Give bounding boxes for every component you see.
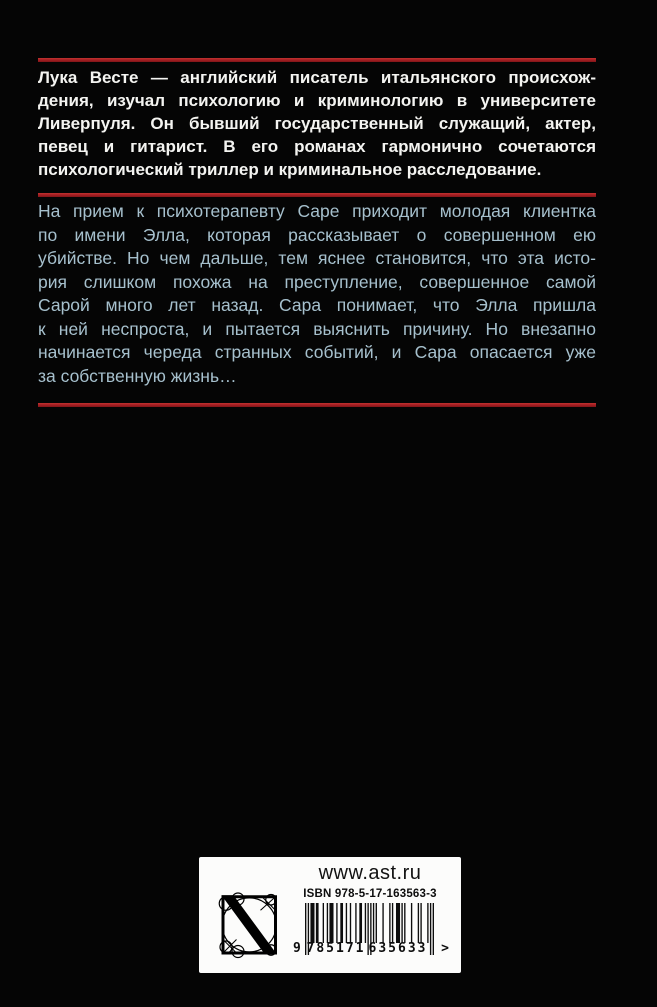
text-line: убийстве. Но чем дальше, тем яснее становится, что эта исто- — [38, 248, 596, 268]
isbn-text: ISBN 978-5-17-163563-3 — [303, 888, 437, 900]
text-line: Лука Весте — английский писатель итальянского происхож- — [38, 68, 596, 87]
publisher-url: www.ast.ru — [318, 862, 422, 884]
barcode-digits-right: 635633 — [368, 941, 428, 956]
text-line: рия слишком похожа на преступление, совершенное самой — [38, 271, 596, 292]
text-line: по имени Элла, которая рассказывает о совершенном ею — [38, 224, 596, 245]
text-line: Сарой много лет назад. Сара понимает, что Элла пришла — [38, 295, 596, 315]
red-divider-bottom — [38, 403, 596, 407]
barcode — [293, 903, 449, 963]
text-line: дения, изучал психологию и криминологию в университете — [38, 91, 596, 110]
text-line: психологический триллер и криминальное расследование. — [38, 160, 542, 179]
barcode-digits — [293, 941, 449, 957]
text-line: за собственную жизнь… — [38, 365, 237, 386]
text-line: начинается череда странных событий, и Сара опасается уже — [38, 342, 596, 362]
annotation-paragraph — [38, 200, 596, 388]
barcode-suffix: > — [441, 941, 449, 956]
text-line: На прием к психотерапевту Саре приходит молодая клиентка — [38, 201, 596, 221]
text-line: певец и гитарист. В его романах гармонично сочетаются — [38, 137, 596, 156]
barcode-right-column — [291, 857, 449, 973]
barcode-panel — [199, 857, 461, 973]
barcode-digits-left: 785171 — [306, 941, 366, 956]
author-bio-paragraph — [38, 66, 596, 181]
red-divider-top — [38, 58, 596, 62]
publisher-logo-icon — [211, 887, 286, 962]
text-line: Ливерпуля. Он бывший государственный служащий, актер, — [38, 114, 596, 133]
red-divider-middle — [38, 193, 596, 197]
barcode-digit-first: 9 — [293, 941, 301, 956]
text-line: к ней неспроста, и пытается выяснить причину. Но внезапно — [38, 318, 596, 339]
